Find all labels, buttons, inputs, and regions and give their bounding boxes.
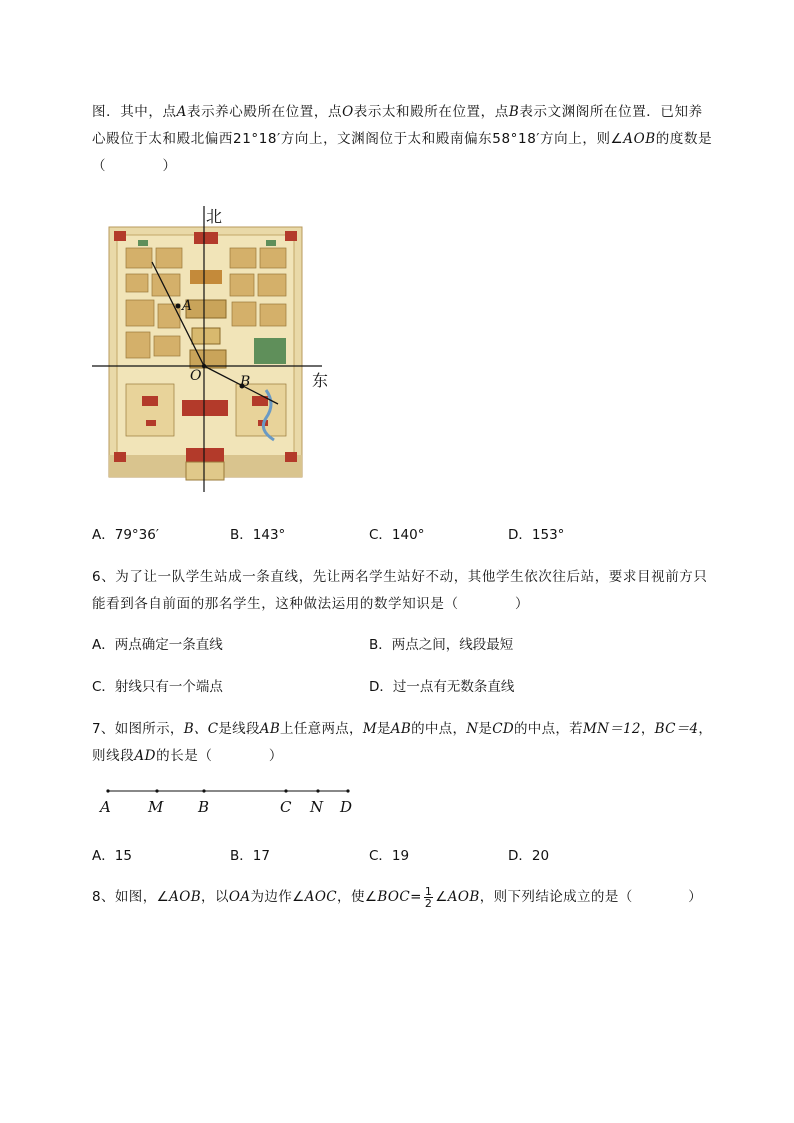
q8-line: 8、如图，∠AOB，以OA为边作∠AOC，使∠BOC= $\frac{1}{2}$ ∠AOB，则下列结论成立的是（ ）	[92, 884, 703, 910]
q7-line-2: 则线段AD的长是（ ）	[92, 748, 283, 764]
q5-line-1: 图．其中，点A表示养心殿所在位置，点O表示太和殿所在位置，点B表示文渊阁所在位置．已知养	[92, 104, 703, 120]
label-b: B	[240, 374, 251, 390]
seg-label-m: M	[148, 798, 164, 816]
q7-option-d[interactable]: D．20	[508, 848, 550, 864]
seg-label-d: D	[340, 798, 353, 816]
q6-option-b[interactable]: B．两点之间，线段最短	[369, 637, 514, 653]
q5-option-c[interactable]: C．140°	[369, 527, 425, 543]
q6-option-d[interactable]: D．过一点有无数条直线	[369, 679, 515, 695]
q5-option-a[interactable]: A．79°36′	[92, 527, 159, 543]
north-label: 北	[206, 207, 223, 226]
q7-line-1: 7、如图所示，B、C是线段AB上任意两点，M是AB的中点，N是CD的中点，若MN＝12，BC＝4，	[92, 721, 713, 737]
q6-line-1: 6、为了让一队学生站成一条直线，先让两名学生站好不动，其他学生依次往后站，要求目视前方只	[92, 569, 708, 585]
seg-label-a: A	[100, 798, 111, 816]
q6-option-c[interactable]: C．射线只有一个端点	[92, 679, 223, 695]
q7-option-c[interactable]: C．19	[369, 848, 410, 864]
east-label: 东	[312, 371, 329, 390]
point-a-mark	[176, 304, 181, 309]
seg-label-c: C	[280, 798, 292, 816]
q5-answer-paren: （ ）	[92, 158, 177, 174]
q6-option-a[interactable]: A．两点确定一条直线	[92, 637, 223, 653]
segment-figure	[96, 782, 366, 818]
label-a: A	[182, 298, 193, 314]
point-o: O	[342, 104, 354, 120]
palace-map-figure	[90, 200, 330, 496]
q5-line-2: 心殿位于太和殿北偏西21°18′方向上，文渊阁位于太和殿南偏东58°18′方向上，则∠AOB的度数是	[92, 131, 713, 147]
q7-option-a[interactable]: A．15	[92, 848, 132, 864]
point-o-mark	[202, 364, 206, 368]
point-a: A	[176, 104, 187, 120]
seg-label-b: B	[198, 798, 210, 816]
label-o: O	[190, 368, 202, 384]
point-b: B	[508, 104, 520, 120]
q7-option-b[interactable]: B．17	[230, 848, 270, 864]
q6-line-2: 能看到各自前面的那名学生，这种做法运用的数学知识是（ ）	[92, 596, 530, 612]
q5-option-d[interactable]: D．153°	[508, 527, 565, 543]
seg-label-n: N	[310, 798, 324, 816]
fraction-one-half: $\frac{1}{2}$	[424, 884, 433, 910]
q5-option-b[interactable]: B．143°	[230, 527, 286, 543]
